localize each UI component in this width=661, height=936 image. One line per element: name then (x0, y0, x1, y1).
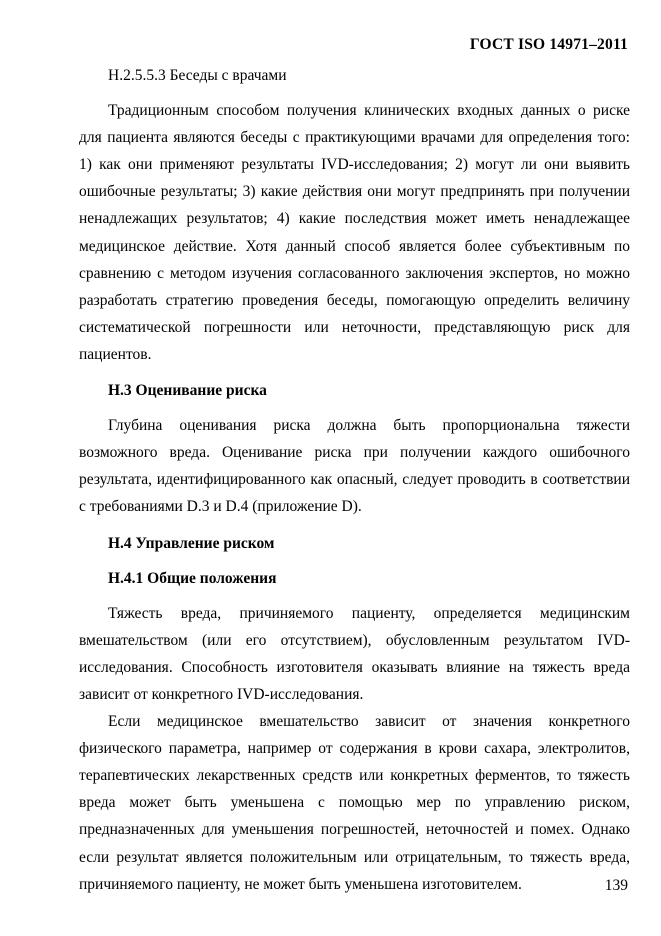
page-number: 139 (604, 877, 628, 894)
paragraph-harm-severity: Тяжесть вреда, причиняемого пациенту, определяется медицинским вмешательством (или его отсутствием), обусловленным результатом IVD-исследования. Способность изготовителя оказывать влияние на тяжесть вреда зависит от конкретного IVD-исследования. (79, 604, 630, 703)
document-body (79, 62, 630, 898)
subsection-heading-h2553: H.2.5.5.3 Беседы с врачами (108, 67, 287, 84)
paragraph-medical-intervention: Если медицинское вмешательство зависит от значения конкретного физического параметра, например от содержания в крови сахара, электролитов, терапевтических лекарственных средств или конкретных ферментов, то тяжесть вреда может быть уменьшена с помощью мер по управлению риском, предназначенных для уменьшения погрешностей, неточностей и помех. Однако если результат является положительным или отрицательным, то тяжесть вреда, причиняемого пациенту, не может быть уменьшена изготовителем. (79, 713, 630, 893)
document-code-header: ГОСТ ISO 14971–2011 (469, 36, 628, 53)
section-heading-h41: H.4.1 Общие положения (108, 569, 277, 587)
paragraph-risk-evaluation: Глубина оценивания риска должна быть пропорциональна тяжести возможного вреда. Оценивание риска при получении каждого ошибочного результата, идентифицированного как опасный, следует проводить в соответствии с требованиями D.3 и D.4 (приложение D). (79, 417, 630, 516)
paragraph-interviews: Традиционным способом получения клинических входных данных о риске для пациента являются беседы с практикующими врачами для определения того: 1) как они применяют результаты IVD-исследования; 2) могут ли они выявить ошибочные результаты; 3) какие действия они могут предпринять при получении ненадлежащих результатов; 4) какие последствия может иметь ненадлежащее медицинское действие. Хотя данный способ является более субъективным по сравнению с методом изучения согласованного заключения экспертов, но можно разработать стратегию проведения беседы, помогающую определить величину систематической погрешности или неточности, представляющую риск для пациентов. (79, 102, 630, 363)
section-heading-h4: H.4 Управление риском (108, 534, 275, 552)
section-heading-h3: H.3 Оценивание риска (108, 382, 267, 400)
